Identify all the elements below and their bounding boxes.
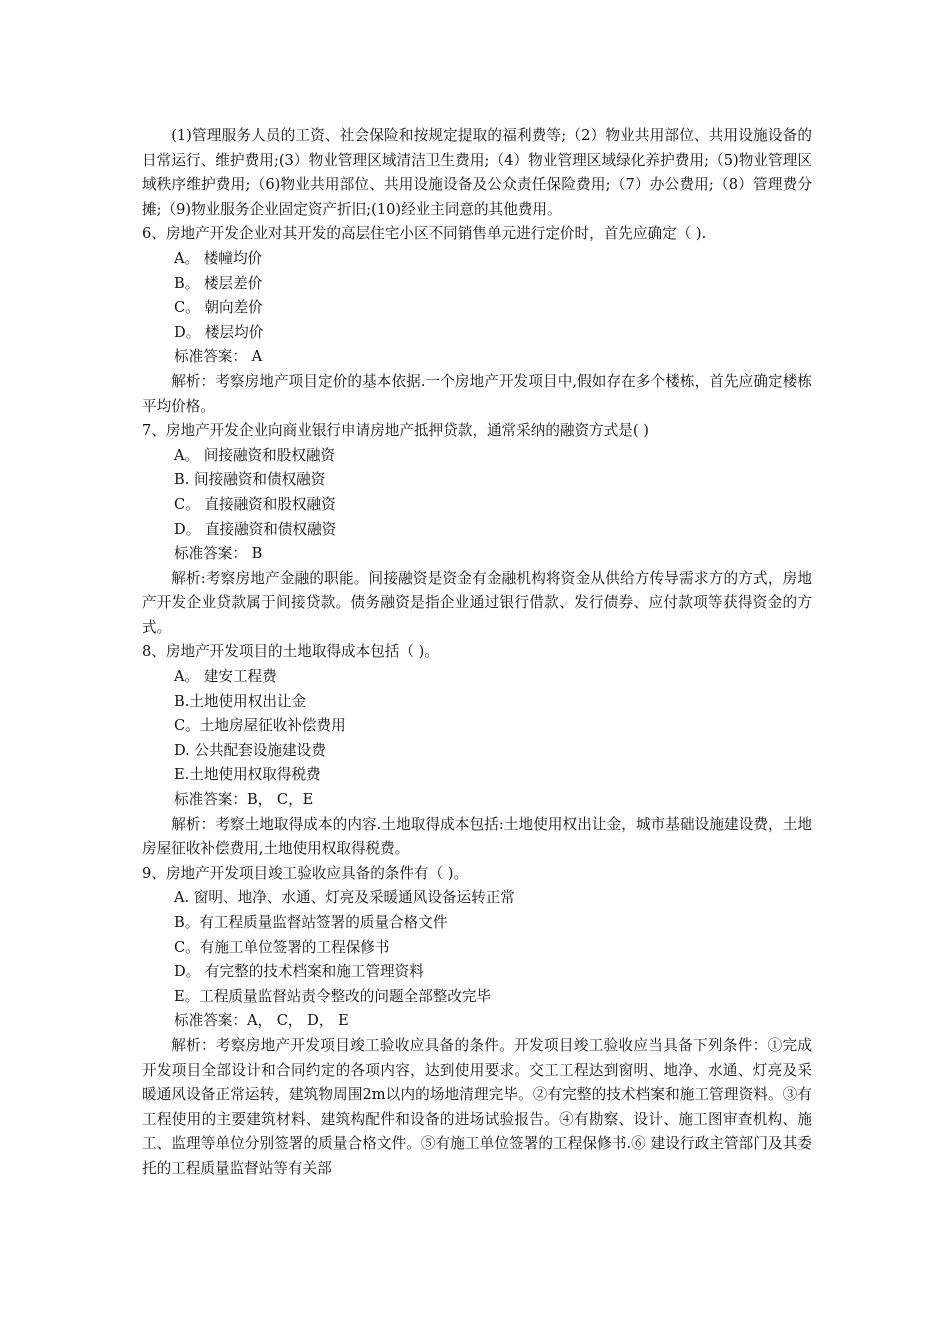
- question-block-6: [142, 222, 812, 419]
- explanation: 解析：考察土地取得成本的内容.土地取得成本包括:土地使用权出让金，城市基础设施建设费，土地房屋征收补偿费用,土地使用权取得税费。: [142, 815, 812, 858]
- question-stem: 7、房地产开发企业向商业银行申请房地产抵押贷款，通常采纳的融资方式是( ): [142, 422, 649, 440]
- option-b: B。 楼层差价: [174, 274, 263, 292]
- explanation: 解析：考察房地产项目定价的基本依据.一个房地产开发项目中,假如存在多个楼栋，首先应确定楼栋平均价格。: [142, 372, 812, 415]
- question-stem: 6、房地产开发企业对其开发的高层住宅小区不同销售单元进行定价时，首先应确定（ ).: [142, 225, 707, 243]
- option-d: D. 公共配套设施建设费: [174, 741, 326, 759]
- option-c: C。 直接融资和股权融资: [174, 495, 336, 513]
- explanation: 解析:考察房地产金融的职能。间接融资是资金有金融机构将资金从供给方传导需求方的方式，房地产开发企业贷款属于间接贷款。债务融资是指企业通过银行借款、发行债券、应付款项等获得资金的方式。: [142, 569, 812, 636]
- option-c: C。土地房屋征收补偿费用: [174, 717, 346, 735]
- question-block-8: [142, 640, 812, 861]
- question-block-7: [142, 419, 812, 640]
- option-a: A。 间接融资和股权融资: [174, 446, 336, 464]
- standard-answer: 标准答案： B: [174, 545, 263, 563]
- option-b: B.土地使用权出让金: [174, 692, 307, 710]
- standard-answer: 标准答案：A， C， D， E: [174, 1012, 349, 1030]
- option-d: D。 直接融资和债权融资: [174, 520, 337, 538]
- option-d: D。 楼层均价: [174, 323, 264, 341]
- option-a: A。 建安工程费: [174, 668, 277, 686]
- option-b: B. 间接融资和债权融资: [174, 471, 326, 489]
- option-a: A。 楼幢均价: [174, 249, 263, 267]
- explanation: 解析：考察房地产开发项目竣工验收应具备的条件。开发项目竣工验收应当具备下列条件：①完成开发项目全部设计和合同约定的各项内容，达到使用要求。交工工程达到窗明、地净、水通、灯亮及采暖通风设备正常运转，建筑物周围2m以内的场地清理完毕。②有完整的技术档案和施工管理资料。③有工程使用的主要建筑材料、建筑构配件和设备的进场试验报告。④有勘察、设计、施工图审查机构、施工、监理等单位分别签署的质量合格文件。⑤有施工单位签署的工程保修书.⑥ 建设行政主管部门及其委托的工程质量监督站等有关部: [142, 1036, 812, 1177]
- option-b: B。有工程质量监督站签署的质量合格文件: [174, 914, 448, 931]
- document-body: [142, 124, 812, 1182]
- option-e: E。工程质量监督站责令整改的问题全部整改完毕: [174, 987, 492, 1005]
- option-e: E.土地使用权取得税费: [174, 766, 321, 784]
- intro-paragraph: (1)管理服务人员的工资、社会保险和按规定提取的福利费等;（2）物业共用部位、共用设施设备的日常运行、维护费用;(3）物业管理区域清洁卫生费用;（4）物业管理区域绿化养护费用;（5)物业管理区域秩序维护费用;（6)物业共用部位、共用设施设备及公众责任保险费用;（7）办公费用;（8）管理费分摊;（9)物业服务企业固定资产折旧;(10)经业主同意的其他费用。: [142, 127, 812, 218]
- question-block-9: [142, 862, 812, 1182]
- standard-answer: 标准答案：B， C，E: [174, 791, 314, 809]
- option-a: A. 窗明、地净、水通、灯亮及采暖通风设备运转正常: [174, 889, 515, 907]
- question-stem: 8、房地产开发项目的土地取得成本包括（ )。: [142, 643, 439, 661]
- question-stem: 9、房地产开发项目竣工验收应具备的条件有（ )。: [142, 864, 469, 882]
- option-d: D。 有完整的技术档案和施工管理资料: [174, 963, 424, 981]
- option-c: C。有施工单位签署的工程保修书: [174, 938, 390, 956]
- option-c: C。 朝向差价: [174, 299, 263, 317]
- standard-answer: 标准答案： A: [174, 348, 263, 366]
